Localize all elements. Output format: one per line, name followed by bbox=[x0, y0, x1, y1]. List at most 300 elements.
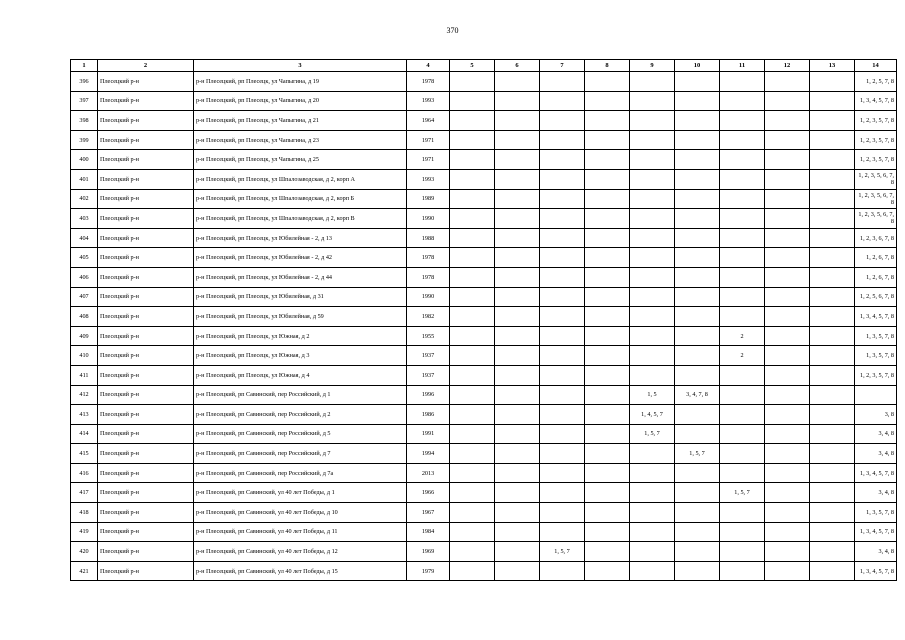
cell-col-1: 409 bbox=[71, 326, 98, 346]
cell-col-4: 1989 bbox=[407, 189, 450, 209]
cell-col-8 bbox=[585, 72, 630, 92]
cell-col-14: 1, 3, 5, 7, 8 bbox=[855, 346, 897, 366]
cell-col-9 bbox=[630, 150, 675, 170]
cell-col-2: Плесецкий р-н bbox=[98, 326, 194, 346]
cell-col-4: 1990 bbox=[407, 287, 450, 307]
cell-col-13 bbox=[810, 72, 855, 92]
column-header-1: 1 bbox=[71, 60, 98, 72]
cell-col-5 bbox=[450, 503, 495, 523]
cell-col-3: р-н Плесецкий, рп Савинский, пер Российский, д 7 bbox=[194, 444, 407, 464]
column-header-5: 5 bbox=[450, 60, 495, 72]
cell-col-14: 3, 4, 8 bbox=[855, 483, 897, 503]
cell-col-7 bbox=[540, 503, 585, 523]
cell-col-1: 405 bbox=[71, 248, 98, 268]
cell-col-12 bbox=[765, 189, 810, 209]
cell-col-12 bbox=[765, 169, 810, 189]
cell-col-4: 1996 bbox=[407, 385, 450, 405]
cell-col-11 bbox=[720, 522, 765, 542]
cell-col-1: 408 bbox=[71, 307, 98, 327]
cell-col-13 bbox=[810, 405, 855, 425]
cell-col-9 bbox=[630, 365, 675, 385]
cell-col-12 bbox=[765, 209, 810, 229]
table-row bbox=[71, 542, 897, 562]
cell-col-5 bbox=[450, 111, 495, 131]
cell-col-12 bbox=[765, 248, 810, 268]
cell-col-4: 1991 bbox=[407, 424, 450, 444]
cell-col-8 bbox=[585, 111, 630, 131]
cell-col-5 bbox=[450, 463, 495, 483]
cell-col-7 bbox=[540, 385, 585, 405]
cell-col-11 bbox=[720, 267, 765, 287]
cell-col-12 bbox=[765, 405, 810, 425]
cell-col-14: 3, 8 bbox=[855, 405, 897, 425]
cell-col-2: Плесецкий р-н bbox=[98, 130, 194, 150]
cell-col-3: р-н Плесецкий, рп Плесецк, ул Юбилейная, д 59 bbox=[194, 307, 407, 327]
cell-col-7 bbox=[540, 248, 585, 268]
cell-col-4: 1978 bbox=[407, 267, 450, 287]
cell-col-7 bbox=[540, 150, 585, 170]
cell-col-11 bbox=[720, 150, 765, 170]
cell-col-5 bbox=[450, 444, 495, 464]
cell-col-5 bbox=[450, 150, 495, 170]
cell-col-5 bbox=[450, 209, 495, 229]
cell-col-2: Плесецкий р-н bbox=[98, 189, 194, 209]
cell-col-10 bbox=[675, 561, 720, 581]
cell-col-7 bbox=[540, 228, 585, 248]
cell-col-3: р-н Плесецкий, рп Плесецк, ул Южная, д 2 bbox=[194, 326, 407, 346]
table-row bbox=[71, 444, 897, 464]
table-row bbox=[71, 209, 897, 229]
cell-col-9 bbox=[630, 228, 675, 248]
cell-col-3: р-н Плесецкий, рп Плесецк, ул Юбилейная - 2, д 42 bbox=[194, 248, 407, 268]
cell-col-13 bbox=[810, 542, 855, 562]
cell-col-1: 419 bbox=[71, 522, 98, 542]
cell-col-2: Плесецкий р-н bbox=[98, 150, 194, 170]
cell-col-2: Плесецкий р-н bbox=[98, 561, 194, 581]
cell-col-11 bbox=[720, 72, 765, 92]
cell-col-2: Плесецкий р-н bbox=[98, 542, 194, 562]
cell-col-13 bbox=[810, 483, 855, 503]
cell-col-13 bbox=[810, 346, 855, 366]
cell-col-7 bbox=[540, 209, 585, 229]
cell-col-8 bbox=[585, 189, 630, 209]
cell-col-5 bbox=[450, 522, 495, 542]
cell-col-12 bbox=[765, 72, 810, 92]
cell-col-12 bbox=[765, 365, 810, 385]
cell-col-4: 1979 bbox=[407, 561, 450, 581]
cell-col-5 bbox=[450, 287, 495, 307]
cell-col-10 bbox=[675, 189, 720, 209]
cell-col-7 bbox=[540, 169, 585, 189]
cell-col-13 bbox=[810, 561, 855, 581]
cell-col-6 bbox=[495, 326, 540, 346]
cell-col-2: Плесецкий р-н bbox=[98, 267, 194, 287]
cell-col-11 bbox=[720, 228, 765, 248]
column-header-2: 2 bbox=[98, 60, 194, 72]
cell-col-9: 1, 5, 7 bbox=[630, 424, 675, 444]
table-row bbox=[71, 365, 897, 385]
cell-col-6 bbox=[495, 307, 540, 327]
cell-col-11 bbox=[720, 444, 765, 464]
cell-col-10 bbox=[675, 522, 720, 542]
cell-col-12 bbox=[765, 424, 810, 444]
cell-col-6 bbox=[495, 189, 540, 209]
cell-col-5 bbox=[450, 130, 495, 150]
cell-col-10 bbox=[675, 503, 720, 523]
cell-col-7 bbox=[540, 189, 585, 209]
cell-col-12 bbox=[765, 111, 810, 131]
cell-col-5 bbox=[450, 542, 495, 562]
cell-col-1: 412 bbox=[71, 385, 98, 405]
cell-col-8 bbox=[585, 463, 630, 483]
cell-col-7 bbox=[540, 522, 585, 542]
cell-col-10 bbox=[675, 405, 720, 425]
cell-col-6 bbox=[495, 503, 540, 523]
cell-col-5 bbox=[450, 365, 495, 385]
cell-col-11: 2 bbox=[720, 346, 765, 366]
cell-col-1: 403 bbox=[71, 209, 98, 229]
cell-col-10 bbox=[675, 346, 720, 366]
cell-col-12 bbox=[765, 561, 810, 581]
cell-col-1: 413 bbox=[71, 405, 98, 425]
cell-col-9 bbox=[630, 326, 675, 346]
cell-col-2: Плесецкий р-н bbox=[98, 72, 194, 92]
cell-col-10 bbox=[675, 483, 720, 503]
cell-col-12 bbox=[765, 91, 810, 111]
cell-col-12 bbox=[765, 444, 810, 464]
cell-col-13 bbox=[810, 463, 855, 483]
cell-col-3: р-н Плесецкий, рп Плесецк, ул Чапыгина, д 23 bbox=[194, 130, 407, 150]
column-header-7: 7 bbox=[540, 60, 585, 72]
cell-col-5 bbox=[450, 169, 495, 189]
table-row bbox=[71, 189, 897, 209]
cell-col-13 bbox=[810, 209, 855, 229]
cell-col-10 bbox=[675, 307, 720, 327]
cell-col-10 bbox=[675, 130, 720, 150]
cell-col-9 bbox=[630, 267, 675, 287]
cell-col-8 bbox=[585, 326, 630, 346]
cell-col-4: 1937 bbox=[407, 346, 450, 366]
cell-col-12 bbox=[765, 522, 810, 542]
cell-col-9 bbox=[630, 287, 675, 307]
cell-col-7: 1, 5, 7 bbox=[540, 542, 585, 562]
cell-col-9 bbox=[630, 169, 675, 189]
cell-col-14: 1, 3, 5, 7, 8 bbox=[855, 326, 897, 346]
cell-col-7 bbox=[540, 346, 585, 366]
column-header-14: 14 bbox=[855, 60, 897, 72]
column-header-4: 4 bbox=[407, 60, 450, 72]
cell-col-10 bbox=[675, 287, 720, 307]
cell-col-6 bbox=[495, 150, 540, 170]
cell-col-6 bbox=[495, 561, 540, 581]
cell-col-13 bbox=[810, 385, 855, 405]
cell-col-4: 1964 bbox=[407, 111, 450, 131]
cell-col-5 bbox=[450, 72, 495, 92]
cell-col-13 bbox=[810, 307, 855, 327]
cell-col-3: р-н Плесецкий, рп Плесецк, ул Юбилейная - 2, д 13 bbox=[194, 228, 407, 248]
table-row bbox=[71, 130, 897, 150]
cell-col-14: 1, 2, 6, 7, 8 bbox=[855, 248, 897, 268]
cell-col-6 bbox=[495, 228, 540, 248]
column-header-9: 9 bbox=[630, 60, 675, 72]
cell-col-7 bbox=[540, 463, 585, 483]
cell-col-1: 399 bbox=[71, 130, 98, 150]
table-body bbox=[71, 72, 897, 581]
cell-col-8 bbox=[585, 483, 630, 503]
cell-col-2: Плесецкий р-н bbox=[98, 307, 194, 327]
cell-col-1: 397 bbox=[71, 91, 98, 111]
cell-col-11 bbox=[720, 130, 765, 150]
cell-col-1: 415 bbox=[71, 444, 98, 464]
table-row bbox=[71, 522, 897, 542]
cell-col-7 bbox=[540, 130, 585, 150]
cell-col-14 bbox=[855, 385, 897, 405]
cell-col-2: Плесецкий р-н bbox=[98, 287, 194, 307]
cell-col-4: 1971 bbox=[407, 130, 450, 150]
cell-col-11 bbox=[720, 111, 765, 131]
cell-col-3: р-н Плесецкий, рп Савинский, пер Российский, д 2 bbox=[194, 405, 407, 425]
cell-col-8 bbox=[585, 169, 630, 189]
cell-col-7 bbox=[540, 307, 585, 327]
cell-col-7 bbox=[540, 326, 585, 346]
cell-col-8 bbox=[585, 248, 630, 268]
cell-col-13 bbox=[810, 267, 855, 287]
column-header-13: 13 bbox=[810, 60, 855, 72]
cell-col-13 bbox=[810, 130, 855, 150]
cell-col-9 bbox=[630, 483, 675, 503]
cell-col-7 bbox=[540, 365, 585, 385]
cell-col-3: р-н Плесецкий, рп Плесецк, ул Чапыгина, д 20 bbox=[194, 91, 407, 111]
cell-col-6 bbox=[495, 130, 540, 150]
page-number: 370 bbox=[446, 26, 459, 35]
cell-col-13 bbox=[810, 287, 855, 307]
cell-col-3: р-н Плесецкий, рп Савинский, пер Российский, д 1 bbox=[194, 385, 407, 405]
cell-col-11: 2 bbox=[720, 326, 765, 346]
table-row bbox=[71, 424, 897, 444]
cell-col-6 bbox=[495, 385, 540, 405]
cell-col-7 bbox=[540, 91, 585, 111]
cell-col-7 bbox=[540, 561, 585, 581]
cell-col-9 bbox=[630, 130, 675, 150]
cell-col-7 bbox=[540, 287, 585, 307]
cell-col-14: 1, 2, 3, 5, 6, 7, 8 bbox=[855, 169, 897, 189]
cell-col-5 bbox=[450, 267, 495, 287]
table-row bbox=[71, 405, 897, 425]
cell-col-3: р-н Плесецкий, рп Плесецк, ул Чапыгина, д 21 bbox=[194, 111, 407, 131]
cell-col-11 bbox=[720, 169, 765, 189]
table-row bbox=[71, 150, 897, 170]
cell-col-12 bbox=[765, 463, 810, 483]
cell-col-3: р-н Плесецкий, рп Савинский, ул 40 лет Победы, д 11 bbox=[194, 522, 407, 542]
cell-col-4: 1978 bbox=[407, 248, 450, 268]
cell-col-3: р-н Плесецкий, рп Савинский, ул 40 лет Победы, д 12 bbox=[194, 542, 407, 562]
cell-col-11 bbox=[720, 209, 765, 229]
cell-col-4: 1994 bbox=[407, 444, 450, 464]
cell-col-4: 1969 bbox=[407, 542, 450, 562]
cell-col-12 bbox=[765, 346, 810, 366]
cell-col-9 bbox=[630, 542, 675, 562]
cell-col-9 bbox=[630, 522, 675, 542]
cell-col-2: Плесецкий р-н bbox=[98, 444, 194, 464]
cell-col-14: 1, 3, 5, 7, 8 bbox=[855, 503, 897, 523]
cell-col-8 bbox=[585, 503, 630, 523]
cell-col-8 bbox=[585, 130, 630, 150]
cell-col-6 bbox=[495, 483, 540, 503]
cell-col-8 bbox=[585, 150, 630, 170]
cell-col-2: Плесецкий р-н bbox=[98, 405, 194, 425]
cell-col-12 bbox=[765, 307, 810, 327]
cell-col-11 bbox=[720, 248, 765, 268]
cell-col-11 bbox=[720, 503, 765, 523]
cell-col-14: 1, 2, 3, 5, 7, 8 bbox=[855, 150, 897, 170]
cell-col-10 bbox=[675, 111, 720, 131]
cell-col-3: р-н Плесецкий, рп Плесецк, ул Южная, д 4 bbox=[194, 365, 407, 385]
table-row bbox=[71, 287, 897, 307]
cell-col-14: 1, 3, 4, 5, 7, 8 bbox=[855, 522, 897, 542]
cell-col-2: Плесецкий р-н bbox=[98, 91, 194, 111]
cell-col-5 bbox=[450, 228, 495, 248]
column-header-8: 8 bbox=[585, 60, 630, 72]
cell-col-1: 410 bbox=[71, 346, 98, 366]
cell-col-11 bbox=[720, 287, 765, 307]
cell-col-9 bbox=[630, 91, 675, 111]
cell-col-4: 1993 bbox=[407, 91, 450, 111]
cell-col-7 bbox=[540, 72, 585, 92]
table-row bbox=[71, 91, 897, 111]
cell-col-4: 1986 bbox=[407, 405, 450, 425]
cell-col-3: р-н Плесецкий, рп Плесецк, ул Шпалозаводская, д 2, корп В bbox=[194, 209, 407, 229]
table-row bbox=[71, 385, 897, 405]
cell-col-6 bbox=[495, 111, 540, 131]
header-row bbox=[71, 60, 897, 72]
cell-col-5 bbox=[450, 483, 495, 503]
cell-col-13 bbox=[810, 503, 855, 523]
cell-col-12 bbox=[765, 150, 810, 170]
cell-col-11 bbox=[720, 189, 765, 209]
cell-col-1: 416 bbox=[71, 463, 98, 483]
cell-col-11 bbox=[720, 307, 765, 327]
cell-col-5 bbox=[450, 346, 495, 366]
cell-col-7 bbox=[540, 111, 585, 131]
cell-col-13 bbox=[810, 189, 855, 209]
cell-col-6 bbox=[495, 267, 540, 287]
table-row bbox=[71, 72, 897, 92]
column-header-6: 6 bbox=[495, 60, 540, 72]
table-row bbox=[71, 463, 897, 483]
cell-col-12 bbox=[765, 385, 810, 405]
cell-col-11 bbox=[720, 561, 765, 581]
cell-col-3: р-н Плесецкий, рп Савинский, пер Российский, д 5 bbox=[194, 424, 407, 444]
cell-col-14: 3, 4, 8 bbox=[855, 542, 897, 562]
cell-col-6 bbox=[495, 405, 540, 425]
cell-col-12 bbox=[765, 542, 810, 562]
cell-col-14: 1, 2, 3, 6, 7, 8 bbox=[855, 228, 897, 248]
cell-col-9 bbox=[630, 444, 675, 464]
cell-col-13 bbox=[810, 169, 855, 189]
cell-col-3: р-н Плесецкий, рп Плесецк, ул Южная, д 3 bbox=[194, 346, 407, 366]
cell-col-9 bbox=[630, 561, 675, 581]
cell-col-4: 1993 bbox=[407, 169, 450, 189]
cell-col-2: Плесецкий р-н bbox=[98, 365, 194, 385]
cell-col-8 bbox=[585, 405, 630, 425]
cell-col-11 bbox=[720, 542, 765, 562]
cell-col-8 bbox=[585, 228, 630, 248]
cell-col-12 bbox=[765, 228, 810, 248]
table-row bbox=[71, 503, 897, 523]
cell-col-2: Плесецкий р-н bbox=[98, 346, 194, 366]
cell-col-11 bbox=[720, 365, 765, 385]
cell-col-11 bbox=[720, 424, 765, 444]
cell-col-10 bbox=[675, 365, 720, 385]
cell-col-3: р-н Плесецкий, рп Савинский, ул 40 лет Победы, д 1 bbox=[194, 483, 407, 503]
cell-col-10: 3, 4, 7, 8 bbox=[675, 385, 720, 405]
cell-col-14: 1, 3, 4, 5, 7, 8 bbox=[855, 307, 897, 327]
cell-col-13 bbox=[810, 326, 855, 346]
table-row bbox=[71, 561, 897, 581]
cell-col-7 bbox=[540, 483, 585, 503]
cell-col-14: 1, 2, 3, 5, 6, 7, 8 bbox=[855, 209, 897, 229]
cell-col-14: 1, 2, 5, 7, 8 bbox=[855, 72, 897, 92]
cell-col-12 bbox=[765, 326, 810, 346]
cell-col-9 bbox=[630, 248, 675, 268]
cell-col-3: р-н Плесецкий, рп Савинский, пер Российский, д 7а bbox=[194, 463, 407, 483]
cell-col-14: 1, 2, 3, 5, 7, 8 bbox=[855, 130, 897, 150]
cell-col-13 bbox=[810, 228, 855, 248]
column-header-11: 11 bbox=[720, 60, 765, 72]
cell-col-5 bbox=[450, 248, 495, 268]
cell-col-5 bbox=[450, 326, 495, 346]
cell-col-9 bbox=[630, 72, 675, 92]
cell-col-6 bbox=[495, 169, 540, 189]
cell-col-6 bbox=[495, 287, 540, 307]
cell-col-1: 401 bbox=[71, 169, 98, 189]
cell-col-5 bbox=[450, 385, 495, 405]
cell-col-6 bbox=[495, 346, 540, 366]
cell-col-13 bbox=[810, 111, 855, 131]
cell-col-14: 1, 2, 5, 6, 7, 8 bbox=[855, 287, 897, 307]
column-header-10: 10 bbox=[675, 60, 720, 72]
cell-col-6 bbox=[495, 91, 540, 111]
cell-col-2: Плесецкий р-н bbox=[98, 463, 194, 483]
cell-col-8 bbox=[585, 307, 630, 327]
column-header-12: 12 bbox=[765, 60, 810, 72]
cell-col-13 bbox=[810, 424, 855, 444]
cell-col-3: р-н Плесецкий, рп Савинский, ул 40 лет Победы, д 15 bbox=[194, 561, 407, 581]
cell-col-1: 402 bbox=[71, 189, 98, 209]
cell-col-9: 1, 4, 5, 7 bbox=[630, 405, 675, 425]
cell-col-8 bbox=[585, 287, 630, 307]
cell-col-1: 420 bbox=[71, 542, 98, 562]
cell-col-4: 1966 bbox=[407, 483, 450, 503]
cell-col-10 bbox=[675, 91, 720, 111]
cell-col-13 bbox=[810, 365, 855, 385]
cell-col-4: 2013 bbox=[407, 463, 450, 483]
cell-col-14: 1, 2, 3, 5, 7, 8 bbox=[855, 365, 897, 385]
cell-col-10: 1, 5, 7 bbox=[675, 444, 720, 464]
cell-col-10 bbox=[675, 150, 720, 170]
cell-col-11 bbox=[720, 91, 765, 111]
cell-col-4: 1955 bbox=[407, 326, 450, 346]
cell-col-1: 407 bbox=[71, 287, 98, 307]
cell-col-2: Плесецкий р-н bbox=[98, 522, 194, 542]
cell-col-3: р-н Плесецкий, рп Савинский, ул 40 лет Победы, д 10 bbox=[194, 503, 407, 523]
cell-col-8 bbox=[585, 267, 630, 287]
cell-col-6 bbox=[495, 522, 540, 542]
cell-col-10 bbox=[675, 228, 720, 248]
cell-col-5 bbox=[450, 91, 495, 111]
table-row bbox=[71, 267, 897, 287]
cell-col-8 bbox=[585, 209, 630, 229]
